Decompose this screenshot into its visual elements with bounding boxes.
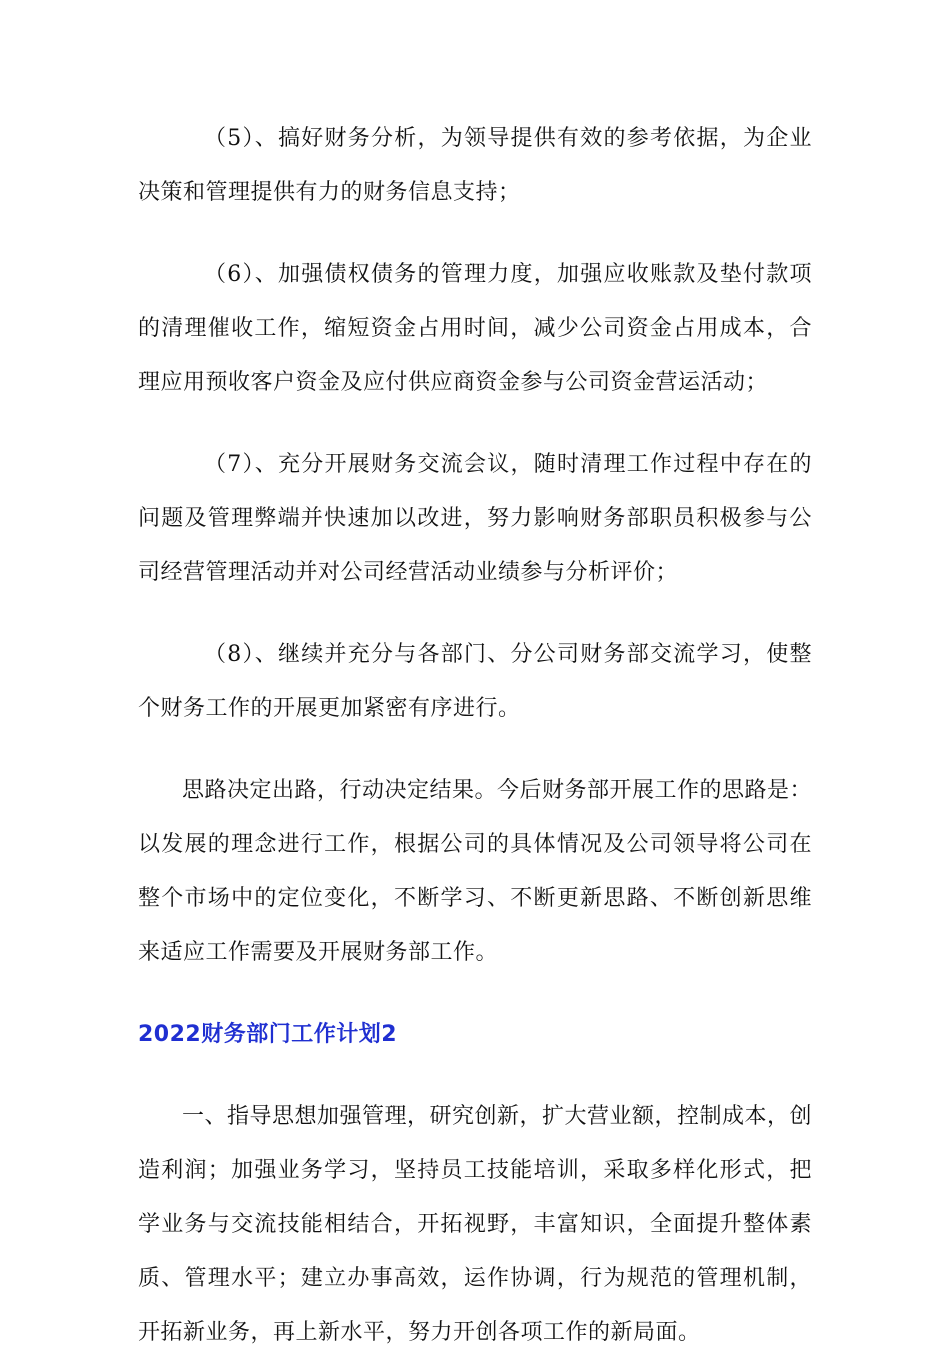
document-page (138, 112, 812, 1360)
paragraph-gap (138, 1062, 812, 1090)
paragraph-item-6: （6）、加强债权债务的管理力度，加强应收账款及垫付款项的清理催收工作，缩短资金占用时间，减少公司资金占用成本，合理应用预收客户资金及应付供应商资金参与公司资金营运活动； (138, 262, 812, 395)
paragraph-gap (138, 600, 812, 628)
paragraph-item-5: （5）、搞好财务分析，为领导提供有效的参考依据，为企业决策和管理提供有力的财务信息支持； (138, 126, 812, 205)
paragraph-gap (138, 980, 812, 1008)
paragraph-gap (138, 736, 812, 764)
paragraph-guiding-idea: 一、指导思想加强管理，研究创新，扩大营业额，控制成本，创造利润；加强业务学习，坚持员工技能培训，采取多样化形式，把学业务与交流技能相结合，开拓视野，丰富知识，全面提升整体素质、管理水平；建立办事高效，运作协调，行为规范的管理机制，开拓新业务，再上新水平，努力开创各项工作的新局面。 (138, 1104, 813, 1345)
paragraph-conclusion: 思路决定出路，行动决定结果。今后财务部开展工作的思路是：以发展的理念进行工作，根据公司的具体情况及公司领导将公司在整个市场中的定位变化，不断学习、不断更新思路、不断创新思维来适应工作需要及开展财务部工作。 (138, 778, 813, 965)
paragraph-item-7: （7）、充分开展财务交流会议，随时清理工作过程中存在的问题及管理弊端并快速加以改进，努力影响财务部职员积极参与公司经营管理活动并对公司经营活动业绩参与分析评价； (138, 452, 812, 585)
paragraph-gap (138, 220, 812, 248)
paragraph-gap (138, 410, 812, 438)
section-heading: 2022财务部门工作计划2 (138, 1022, 398, 1047)
paragraph-item-8: （8）、继续并充分与各部门、分公司财务部交流学习，使整个财务工作的开展更加紧密有序进行。 (138, 642, 812, 721)
